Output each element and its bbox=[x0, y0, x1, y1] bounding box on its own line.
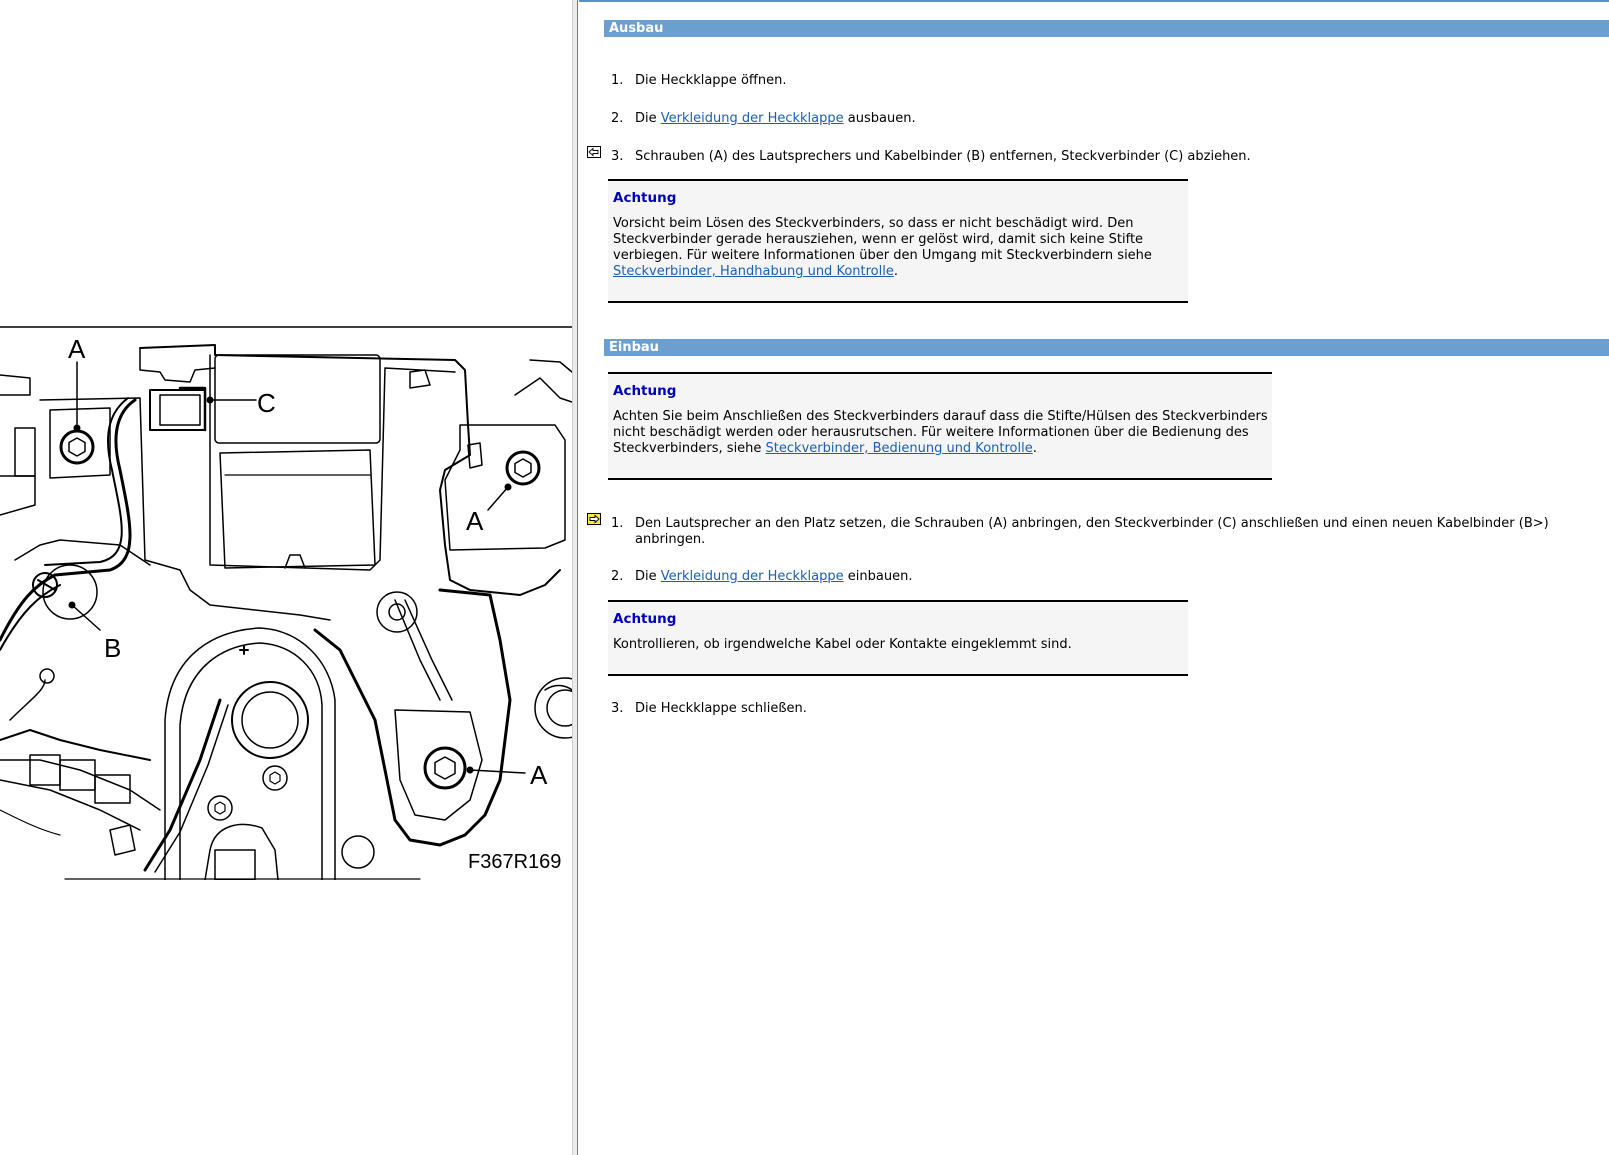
arrow-left-icon[interactable] bbox=[587, 146, 601, 158]
arrow-right-icon[interactable] bbox=[587, 513, 601, 525]
warning-box-ausbau: Achtung Vorsicht beim Lösen des Steckverbinders, so dass er nicht beschädigt wird. Den Steckverbinder gerade herausziehen, wenn er gelöst wird, damit sich keine Stifte verbiegen. Für weitere Informationen über den Umgang mit Steckverbindern siehe Steckverbinder, Handhabung und Kontrolle. bbox=[608, 179, 1188, 303]
pane-splitter[interactable] bbox=[572, 0, 578, 1155]
section-header-einbau: Einbau bbox=[604, 339, 1609, 356]
callout-c: C bbox=[257, 388, 276, 418]
link-steckverbinder-handhabung[interactable]: Steckverbinder, Handhabung und Kontrolle bbox=[613, 264, 894, 279]
warning-text: Achten Sie beim Anschließen des Steckverbinders darauf dass die Stifte/Hülsen des Steckverbinders nicht beschädigt werden oder herausrutschen. Für weitere Informationen über die Bedienung des Steckverbinders, siehe Steckverbinder, Bedienung und Kontrolle. bbox=[613, 409, 1268, 456]
speaker-installation-diagram bbox=[0, 0, 572, 880]
link-verkleidung-heckklappe[interactable]: Verkleidung der Heckklappe bbox=[660, 569, 844, 584]
illustration-pane bbox=[0, 0, 572, 1155]
link-steckverbinder-bedienung[interactable]: Steckverbinder, Bedienung und Kontrolle bbox=[765, 441, 1033, 456]
callout-a-bottom: A bbox=[530, 760, 548, 790]
callout-a-top: A bbox=[68, 334, 86, 364]
figure-code: F367R169 bbox=[468, 851, 562, 873]
instructions-pane: Ausbau 1. Die Heckklappe öffnen. 2. Die Verkleidung der Heckklappe ausbauen. 3. Schrauben (A) des Lautsprechers und Kabelbinder (B) entfernen, Steckverbinder (C) abziehen. Achtung Vorsicht beim Lösen des Steckverbinders, so dass er nicht beschädigt wird. Den Steckverbinder gerade herausziehen, wenn er gelöst wird, damit sich keine Stifte verbiegen. Für weitere Informationen über den Umgang mit Steckverbindern siehe Steckverbinder, Handhabung und Kontrolle. Einbau Achtung Achten Sie beim Anschließen des Steckverbinders darauf dass die Stifte/Hülsen des Steckverbinders nicht beschädigt werden oder herausrutschen. Für weitere Informationen über die Bedienung des Steckverbinders, siehe Steckverbinder, Bedienung und Kontrolle. 1. Den Lautsprecher an den Platz setzen, die Schrauben (A) anbringen, den Steckverbinder (C) anschließen und einen neuen Kabelbinder (B>) anbringen. 2. Die Verkleidung der Heckklappe einbauen. Achtung Kontrollieren, ob irgendwelche Kabel oder Kontakte eingeklemmt sind. 3. Die Heckklappe schließen. bbox=[579, 0, 1609, 1155]
warning-text: Kontrollieren, ob irgendwelche Kabel oder Kontakte eingeklemmt sind. bbox=[613, 637, 1072, 652]
warning-box-einbau-1: Achtung Achten Sie beim Anschließen des Steckverbinders darauf dass die Stifte/Hülsen des Steckverbinders nicht beschädigt werden oder herausrutschen. Für weitere Informationen über die Bedienung des Steckverbinders, siehe Steckverbinder, Bedienung und Kontrolle. bbox=[608, 372, 1272, 480]
callout-b: B bbox=[104, 633, 122, 663]
callout-a-right: A bbox=[466, 506, 484, 536]
warning-box-einbau-2: Achtung Kontrollieren, ob irgendwelche Kabel oder Kontakte eingeklemmt sind. bbox=[608, 600, 1188, 676]
link-verkleidung-heckklappe[interactable]: Verkleidung der Heckklappe bbox=[660, 111, 844, 126]
warning-text: Vorsicht beim Lösen des Steckverbinders, so dass er nicht beschädigt wird. Den Steckverbinder gerade herausziehen, wenn er gelöst wird, damit sich keine Stifte verbiegen. Für weitere Informationen über den Umgang mit Steckverbindern siehe Steckverbinder, Handhabung und Kontrolle. bbox=[613, 216, 1152, 279]
section-header-ausbau: Ausbau bbox=[604, 20, 1609, 37]
